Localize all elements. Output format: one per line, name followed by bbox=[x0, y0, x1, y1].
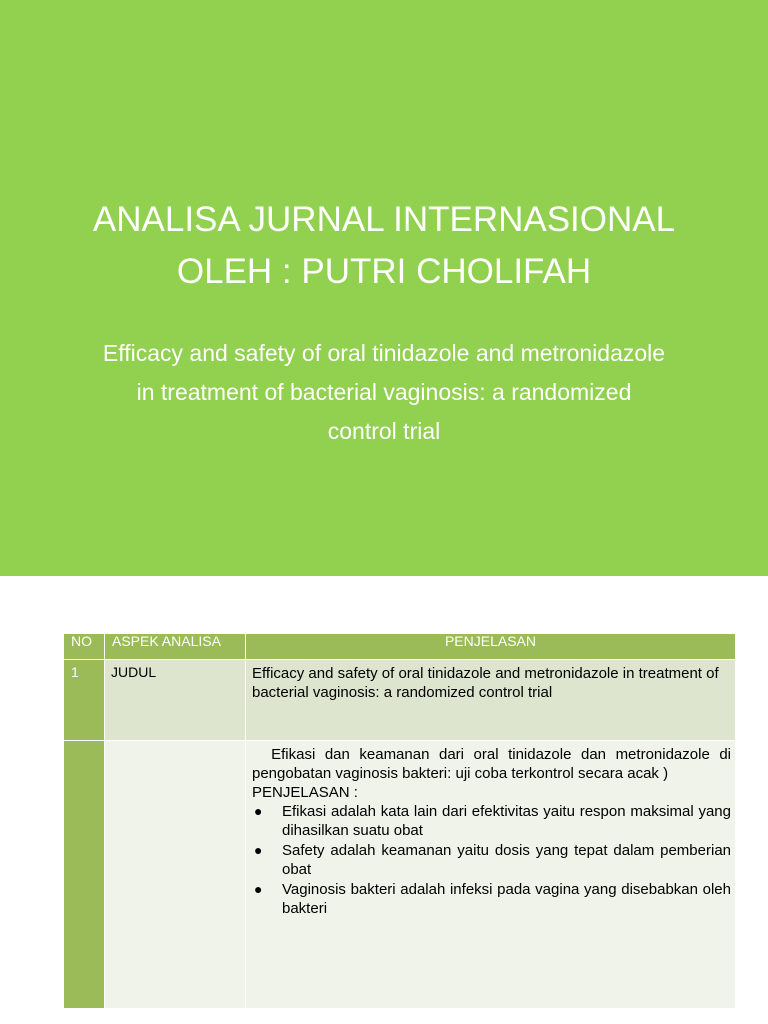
row-penjelasan: Efficacy and safety of oral tinidazole and metronidazole in treatment of bacterial vaginosis: a randomized control trial bbox=[246, 660, 736, 741]
explanation-list bbox=[252, 802, 731, 918]
list-item bbox=[252, 841, 731, 879]
row-number bbox=[64, 741, 105, 1009]
table-row bbox=[64, 660, 736, 741]
translation-text: Efikasi dan keamanan dari oral tinidazole dan metronidazole di pengobatan vaginosis bakteri: uji coba terkontrol secara acak ) bbox=[252, 746, 736, 782]
list-item-text: Efikasi adalah kata lain dari efektivitas yaitu respon maksimal yang dihasilkan suatu obat bbox=[282, 803, 731, 839]
list-item-text: Vaginosis bakteri adalah infeksi pada vagina yang disebabkan oleh bakteri bbox=[282, 881, 731, 917]
table-header-row bbox=[64, 634, 736, 660]
row-number: 1 bbox=[64, 660, 105, 741]
row-penjelasan-detail bbox=[246, 741, 736, 1009]
analysis-table bbox=[63, 633, 736, 1009]
bullet-icon: ● bbox=[254, 881, 263, 897]
header-penjelasan: PENJELASAN bbox=[246, 634, 736, 660]
slide-title-line-2: OLEH : PUTRI CHOLIFAH bbox=[176, 252, 592, 291]
list-item bbox=[252, 880, 731, 918]
header-aspek: ASPEK ANALISA bbox=[105, 634, 246, 660]
bullet-icon: ● bbox=[254, 803, 263, 819]
slide-title-line-1: ANALISA JURNAL INTERNASIONAL bbox=[92, 200, 676, 239]
slide-subtitle: Efficacy and safety of oral tinidazole and metronidazole in treatment of bacterial vaginosis: a randomized control trial bbox=[102, 340, 666, 444]
table-row bbox=[64, 741, 736, 1009]
header-no: NO bbox=[64, 634, 105, 660]
bullet-icon: ● bbox=[254, 842, 263, 858]
penjelasan-label: PENJELASAN : bbox=[252, 784, 358, 801]
list-item bbox=[252, 802, 731, 840]
row-aspek: JUDUL bbox=[105, 660, 246, 741]
list-item-text: Safety adalah keamanan yaitu dosis yang tepat dalam pemberian obat bbox=[282, 842, 731, 878]
row-aspek bbox=[105, 741, 246, 1009]
